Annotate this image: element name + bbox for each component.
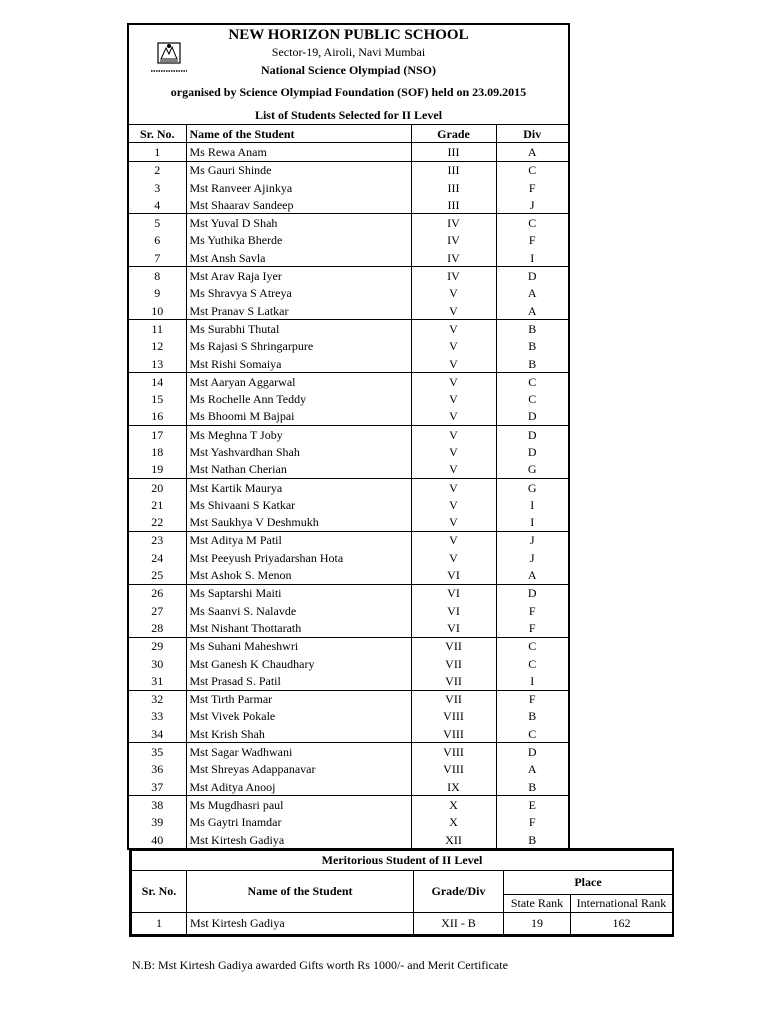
table-row (129, 514, 568, 532)
cell-student-name: Mst Yuval D Shah (186, 214, 411, 232)
cell-sr-no: 5 (154, 216, 161, 231)
sheet-header (129, 25, 568, 125)
cell-grade: V (411, 390, 496, 407)
cell-div: D (496, 584, 568, 602)
cell-sr-no: 36 (151, 762, 164, 777)
cell-grade: VIII (411, 708, 496, 725)
table-row (129, 285, 568, 302)
cell-student-name: Mst Prasad S. Patil (186, 672, 411, 690)
cell-div: J (496, 196, 568, 214)
col-div: Div (496, 125, 568, 143)
cell-student-name: Ms Mugdhasri paul (186, 796, 411, 814)
cell-sr-no: 22 (129, 514, 186, 532)
cell-student-name: Ms Meghna T Joby (186, 426, 411, 444)
cell-div: C (496, 637, 568, 655)
cell-sr-no: 32 (151, 692, 164, 707)
cell-grade: V (411, 338, 496, 355)
table-row (129, 619, 568, 637)
cell-sr-no: 24 (151, 550, 164, 565)
table-row (129, 302, 568, 320)
table-row (129, 831, 568, 848)
cell-div: F (496, 814, 568, 831)
merit-title: Meritorious Student of II Level (132, 851, 673, 871)
cell-student-name: Ms Surabhi Thutal (186, 320, 411, 338)
cell-student-name: Mst Shaarav Sandeep (186, 196, 411, 214)
cell-student-name: Mst Arav Raja Iyer (186, 267, 411, 285)
cell-student-name: Mst Ashok S. Menon (186, 566, 411, 584)
cell-student-name: Ms Rochelle Ann Teddy (186, 390, 411, 407)
table-row (129, 426, 568, 444)
merit-col-intl-rank: International Rank (571, 895, 673, 913)
cell-div: I (496, 514, 568, 532)
cell-div: C (496, 373, 568, 391)
cell-grade: VII (411, 637, 496, 655)
cell-student-name: Mst Vivek Pokale (186, 708, 411, 725)
table-row (129, 584, 568, 602)
cell-div: A (496, 566, 568, 584)
cell-div: C (496, 161, 568, 179)
cell-grade: V (411, 443, 496, 460)
cell-sr-no: 27 (151, 603, 164, 618)
cell-student-name: Mst Pranav S Latkar (186, 302, 411, 320)
cell-div: C (496, 214, 568, 232)
cell-grade: V (411, 496, 496, 513)
cell-sr-no: 14 (151, 374, 164, 389)
cell-grade: V (411, 461, 496, 479)
cell-student-name: Ms Suhani Maheshwri (186, 637, 411, 655)
cell-grade: XII (411, 831, 496, 848)
table-row (129, 320, 568, 338)
cell-sr-no: 13 (129, 355, 186, 373)
cell-div: B (496, 778, 568, 796)
cell-div: G (496, 478, 568, 496)
cell-div: F (496, 619, 568, 637)
cell-div: B (496, 708, 568, 725)
cell-grade: V (411, 355, 496, 373)
school-address: Sector-19, Airoli, Navi Mumbai (271, 45, 426, 59)
table-row (129, 496, 568, 513)
cell-sr-no: 11 (151, 321, 164, 336)
table-row (129, 373, 568, 391)
cell-div: F (496, 232, 568, 249)
col-grade: Grade (411, 125, 496, 143)
table-header-row (129, 125, 568, 143)
cell-div: B (496, 831, 568, 848)
cell-grade: IV (411, 232, 496, 249)
cell-grade: V (411, 549, 496, 566)
table-row (129, 690, 568, 708)
merit-intl-rank: 162 (571, 913, 673, 935)
cell-sr-no: 7 (129, 249, 186, 267)
cell-sr-no: 19 (129, 461, 186, 479)
cell-sr-no: 8 (154, 269, 161, 284)
cell-div: A (496, 761, 568, 778)
cell-student-name: Ms Shivaani S Katkar (186, 496, 411, 513)
cell-student-name: Mst Ranveer Ajinkya (186, 179, 411, 196)
cell-grade: VI (411, 566, 496, 584)
table-row (129, 708, 568, 725)
cell-grade: X (411, 814, 496, 831)
cell-grade: IV (411, 267, 496, 285)
cell-grade: VII (411, 672, 496, 690)
merit-col-sr: Sr. No. (132, 871, 187, 913)
cell-grade: VII (411, 655, 496, 672)
cell-sr-no: 18 (151, 444, 164, 459)
cell-div: C (496, 390, 568, 407)
cell-student-name: Mst Aditya Anooj (186, 778, 411, 796)
merit-name: Mst Kirtesh Gadiya (187, 913, 414, 935)
cell-sr-no: 17 (151, 427, 164, 442)
cell-grade: X (411, 796, 496, 814)
cell-student-name: Ms Gaytri Inamdar (186, 814, 411, 831)
table-row (129, 478, 568, 496)
cell-sr-no: 4 (129, 196, 186, 214)
cell-student-name: Ms Bhoomi M Bajpai (186, 408, 411, 426)
cell-sr-no: 25 (129, 566, 186, 584)
cell-grade: V (411, 302, 496, 320)
cell-div: E (496, 796, 568, 814)
event-name: National Science Olympiad (NSO) (260, 63, 436, 77)
cell-student-name: Ms Rajasi S Shringarpure (186, 338, 411, 355)
merit-col-grade: Grade/Div (414, 871, 504, 913)
table-row (129, 179, 568, 196)
cell-sr-no: 16 (129, 408, 186, 426)
cell-student-name: Mst Nishant Thottarath (186, 619, 411, 637)
table-row (129, 408, 568, 426)
cell-div: B (496, 338, 568, 355)
cell-student-name: Mst Aaryan Aggarwal (186, 373, 411, 391)
cell-grade: III (411, 161, 496, 179)
merit-col-place: Place (504, 871, 673, 895)
cell-grade: III (411, 179, 496, 196)
cell-div: A (496, 302, 568, 320)
event-organiser: organised by Science Olympiad Foundation (SOF) held on 23.09.2015 (170, 85, 527, 99)
table-row (129, 672, 568, 690)
table-row (129, 531, 568, 549)
table-row (129, 566, 568, 584)
cell-sr-no: 28 (129, 619, 186, 637)
table-row (129, 355, 568, 373)
cell-sr-no: 12 (151, 339, 164, 354)
cell-grade: IV (411, 249, 496, 267)
table-row (129, 338, 568, 355)
table-row (129, 461, 568, 479)
cell-student-name: Mst Nathan Cherian (186, 461, 411, 479)
cell-grade: VIII (411, 725, 496, 743)
cell-div: D (496, 443, 568, 460)
table-row (129, 655, 568, 672)
cell-student-name: Mst Aditya M Patil (186, 531, 411, 549)
cell-sr-no: 26 (151, 586, 164, 601)
cell-grade: VI (411, 584, 496, 602)
cell-sr-no: 21 (151, 497, 164, 512)
cell-sr-no: 37 (129, 778, 186, 796)
list-title: List of Students Selected for II Level (254, 108, 443, 122)
merit-section (129, 848, 674, 937)
students-table (129, 125, 568, 848)
cell-div: I (496, 496, 568, 513)
cell-student-name: Mst Peeyush Priyadarshan Hota (186, 549, 411, 566)
cell-div: B (496, 355, 568, 373)
cell-student-name: Ms Yuthika Bherde (186, 232, 411, 249)
cell-sr-no: 33 (151, 709, 164, 724)
merit-state-rank: 19 (504, 913, 571, 935)
table-row (129, 443, 568, 460)
merit-table (131, 850, 673, 935)
cell-div: C (496, 725, 568, 743)
cell-student-name: Mst Kirtesh Gadiya (186, 831, 411, 848)
cell-div: I (496, 672, 568, 690)
table-row (129, 743, 568, 761)
cell-sr-no: 34 (129, 725, 186, 743)
cell-sr-no: 10 (129, 302, 186, 320)
cell-grade: III (411, 143, 496, 161)
table-row (129, 637, 568, 655)
table-row (129, 602, 568, 619)
cell-sr-no: 29 (151, 639, 164, 654)
cell-sr-no: 31 (129, 672, 186, 690)
cell-sr-no: 6 (154, 233, 161, 248)
cell-grade: V (411, 373, 496, 391)
table-row (129, 249, 568, 267)
cell-div: D (496, 267, 568, 285)
cell-student-name: Mst Krish Shah (186, 725, 411, 743)
cell-grade: VI (411, 619, 496, 637)
cell-student-name: Mst Sagar Wadhwani (186, 743, 411, 761)
cell-student-name: Mst Ansh Savla (186, 249, 411, 267)
cell-grade: V (411, 514, 496, 532)
cell-student-name: Ms Rewa Anam (186, 143, 411, 161)
cell-div: D (496, 408, 568, 426)
cell-sr-no: 40 (151, 832, 164, 847)
cell-div: J (496, 531, 568, 549)
cell-div: B (496, 320, 568, 338)
table-row (129, 725, 568, 743)
cell-div: C (496, 655, 568, 672)
merit-col-name: Name of the Student (187, 871, 414, 913)
school-name: NEW HORIZON PUBLIC SCHOOL (228, 27, 469, 43)
cell-grade: VIII (411, 743, 496, 761)
cell-student-name: Mst Yashvardhan Shah (186, 443, 411, 460)
cell-grade: VII (411, 690, 496, 708)
cell-student-name: Ms Saptarshi Maiti (186, 584, 411, 602)
cell-div: G (496, 461, 568, 479)
cell-sr-no: 23 (151, 533, 164, 548)
cell-div: F (496, 179, 568, 196)
cell-grade: V (411, 320, 496, 338)
cell-student-name: Mst Tirth Parmar (186, 690, 411, 708)
col-name: Name of the Student (186, 125, 411, 143)
cell-div: I (496, 249, 568, 267)
cell-grade: V (411, 531, 496, 549)
cell-student-name: Ms Gauri Shinde (186, 161, 411, 179)
cell-sr-no: 2 (154, 163, 161, 178)
cell-sr-no: 39 (151, 815, 164, 830)
cell-grade: V (411, 285, 496, 302)
cell-div: F (496, 690, 568, 708)
cell-div: A (496, 285, 568, 302)
cell-div: A (496, 143, 568, 161)
merit-col-state-rank: State Rank (504, 895, 571, 913)
table-row (129, 549, 568, 566)
table-row (129, 161, 568, 179)
cell-sr-no: 15 (151, 392, 164, 407)
cell-sr-no: 9 (154, 286, 161, 301)
cell-sr-no: 3 (154, 180, 161, 195)
cell-div: F (496, 602, 568, 619)
cell-grade: IV (411, 214, 496, 232)
cell-div: D (496, 426, 568, 444)
cell-grade: IX (411, 778, 496, 796)
table-row (129, 232, 568, 249)
cell-sr-no: 1 (129, 143, 186, 161)
merit-grade: XII - B (414, 913, 504, 935)
cell-student-name: Ms Shravya S Atreya (186, 285, 411, 302)
cell-sr-no: 30 (151, 656, 164, 671)
cell-grade: III (411, 196, 496, 214)
cell-grade: VIII (411, 761, 496, 778)
table-row (129, 196, 568, 214)
cell-sr-no: 20 (151, 480, 164, 495)
table-row (129, 214, 568, 232)
cell-student-name: Mst Rishi Somaiya (186, 355, 411, 373)
cell-grade: V (411, 408, 496, 426)
table-row (129, 390, 568, 407)
cell-student-name: Mst Shreyas Adappanavar (186, 761, 411, 778)
cell-div: D (496, 743, 568, 761)
table-row (129, 761, 568, 778)
table-row (129, 143, 568, 161)
table-row (129, 814, 568, 831)
cell-sr-no: 35 (151, 745, 164, 760)
cell-student-name: Ms Saanvi S. Nalavde (186, 602, 411, 619)
merit-sr: 1 (132, 913, 187, 935)
merit-row (132, 913, 673, 935)
cell-student-name: Mst Saukhya V Deshmukh (186, 514, 411, 532)
table-row (129, 796, 568, 814)
table-row (129, 778, 568, 796)
col-sr-no: Sr. No. (129, 125, 186, 143)
cell-grade: VI (411, 602, 496, 619)
table-row (129, 267, 568, 285)
cell-div: J (496, 549, 568, 566)
selection-list-sheet (127, 23, 570, 850)
cell-grade: V (411, 478, 496, 496)
cell-student-name: Mst Kartik Maurya (186, 478, 411, 496)
footnote: N.B: Mst Kirtesh Gadiya awarded Gifts worth Rs 1000/- and Merit Certificate (132, 958, 508, 972)
cell-student-name: Mst Ganesh K Chaudhary (186, 655, 411, 672)
cell-grade: V (411, 426, 496, 444)
cell-sr-no: 38 (151, 797, 164, 812)
